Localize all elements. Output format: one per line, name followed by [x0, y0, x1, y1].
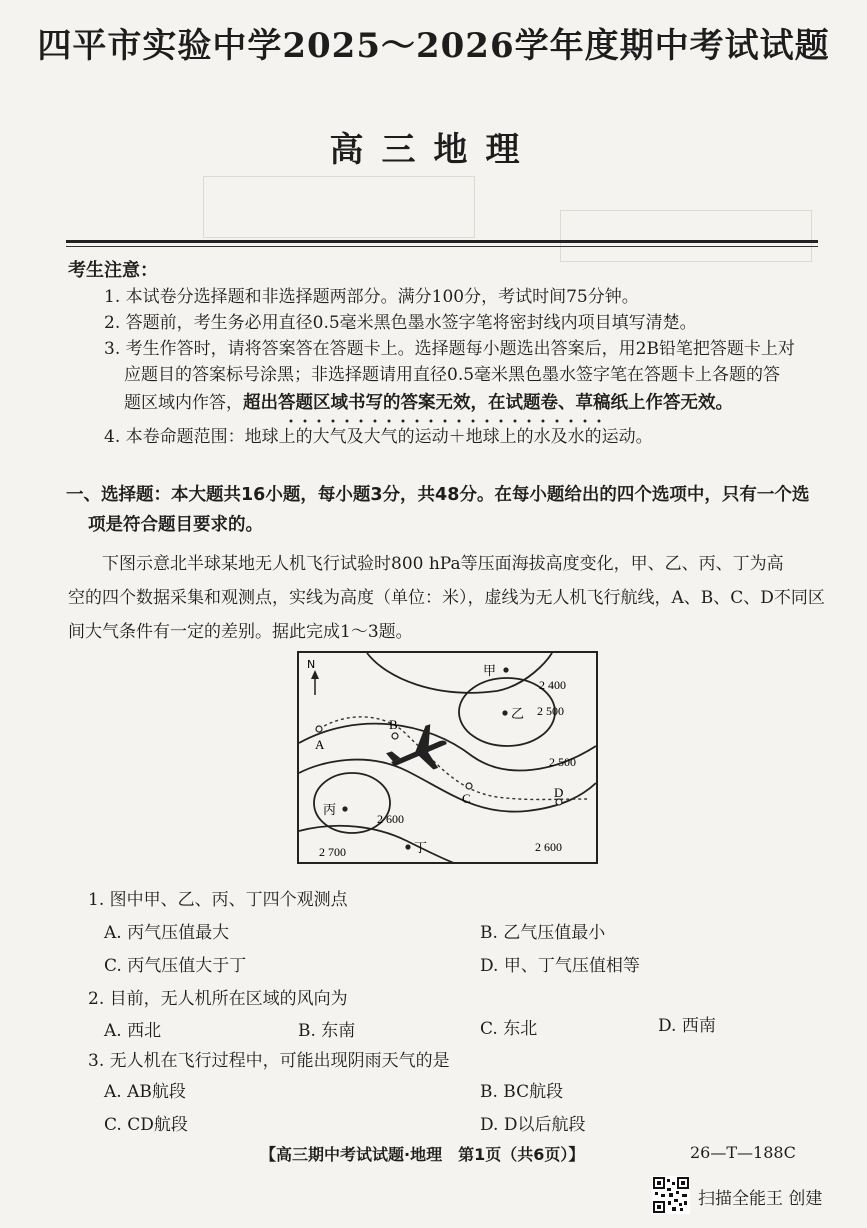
station-yi-label: 乙 [511, 707, 525, 722]
notice-item: 2. 答题前，考生务必用直径0.5毫米黑色墨水签字笔将密封线内项目填写清楚。 [104, 313, 697, 333]
option-d: D. 西南 [658, 1016, 716, 1036]
contour-label: 2 500 [537, 704, 564, 718]
option-d: D. D以后航段 [480, 1115, 586, 1135]
scanner-watermark: 扫描全能王 创建 [698, 1189, 823, 1209]
option-a: A. 西北 [104, 1021, 162, 1041]
question-stem: 3. 无人机在飞行过程中，可能出现阴雨天气的是 [88, 1051, 450, 1071]
passage-line: 下图示意北半球某地无人机飞行试验时800 hPa等压面海拔高度变化，甲、乙、丙、丁为高 [102, 554, 784, 574]
notice-item-cont: 应题目的答案标号涂黑；非选择题请用直径0.5毫米黑色墨水签字笔在答题卡上各题的答 [124, 365, 781, 385]
bleed-through-box [203, 176, 475, 238]
header-rule-thin [66, 246, 818, 247]
station-bing-label: 丙 [323, 803, 337, 818]
notice-item: 4. 本卷命题范围：地球上的大气及大气的运动＋地球上的水及水的运动。 [104, 427, 653, 447]
question-stem: 2. 目前，无人机所在区域的风向为 [88, 989, 348, 1009]
contour-label: 2 400 [539, 678, 566, 692]
option-a: A. 丙气压值最大 [104, 923, 230, 943]
passage-line: 间大气条件有一定的差别。据此完成1～3题。 [68, 622, 413, 642]
isobaric-map [297, 651, 598, 864]
option-b: B. BC航段 [480, 1082, 564, 1102]
north-label: N [307, 658, 316, 671]
route-label-b: B [389, 717, 398, 732]
paper-code: 26—T—188C [690, 1143, 796, 1162]
station-bing-dot [342, 806, 347, 811]
option-c: C. CD航段 [104, 1115, 188, 1135]
contour-label: 2 600 [377, 812, 404, 826]
route-label-a: A [315, 737, 325, 752]
route-point-a [316, 726, 322, 732]
route-point-c [466, 783, 472, 789]
notice-item: 3. 考生作答时，请将答案答在答题卡上。选择题每小题选出答案后，用2B铅笔把答题卡上对 [104, 339, 795, 359]
qr-code-icon [652, 1176, 690, 1214]
route-label-c: C [462, 791, 471, 806]
option-a: A. AB航段 [104, 1082, 186, 1102]
bleed-through-box [560, 210, 812, 262]
station-yi-dot [502, 710, 507, 715]
section-heading-cont: 项是符合题目要求的。 [88, 515, 263, 535]
header-rule [66, 240, 818, 243]
flight-route [319, 717, 587, 800]
notice-heading: 考生注意： [68, 260, 158, 281]
contour-label: 2 600 [535, 840, 562, 854]
station-ding-label: 丁 [414, 841, 428, 856]
option-b: B. 乙气压值最小 [480, 923, 606, 943]
option-b: B. 东南 [298, 1021, 356, 1041]
option-c: C. 丙气压值大于丁 [104, 956, 247, 976]
notice-text: 题区域内作答， [124, 393, 243, 413]
station-jia-dot [503, 667, 508, 672]
contour-label: 2 500 [549, 755, 576, 769]
section-heading: 一、选择题：本大题共16小题，每小题3分，共48分。在每小题给出的四个选项中，只有一个选 [66, 485, 810, 505]
station-jia-label: 甲 [483, 664, 497, 679]
north-arrow-head [311, 670, 319, 679]
contour-2400 [367, 653, 552, 693]
station-ding-dot [405, 844, 410, 849]
passage-line: 空的四个数据采集和观测点，实线为高度（单位：米），虚线为无人机飞行航线，A、B、C、D不同区 [68, 588, 825, 608]
subject-title: 高三地理 [329, 130, 538, 170]
notice-item: 1. 本试卷分选择题和非选择题两部分。满分100分，考试时间75分钟。 [104, 287, 639, 307]
route-point-b [392, 733, 398, 739]
option-d: D. 甲、丁气压值相等 [480, 956, 640, 976]
question-stem: 1. 图中甲、乙、丙、丁四个观测点 [88, 890, 348, 910]
route-label-d: D [554, 785, 564, 800]
contour-label: 2 700 [319, 845, 346, 859]
option-c: C. 东北 [480, 1019, 538, 1039]
exam-title: 四平市实验中学2025～2026学年度期中考试试题 [37, 26, 830, 66]
page-footer: 【高三期中考试试题·地理 第1页（共6页）】 [260, 1145, 585, 1164]
notice-item-cont [124, 390, 733, 416]
notice-emphasis: 超出答题区域书写的答案无效，在试题卷、草稿纸上作答无效。 [243, 393, 733, 413]
